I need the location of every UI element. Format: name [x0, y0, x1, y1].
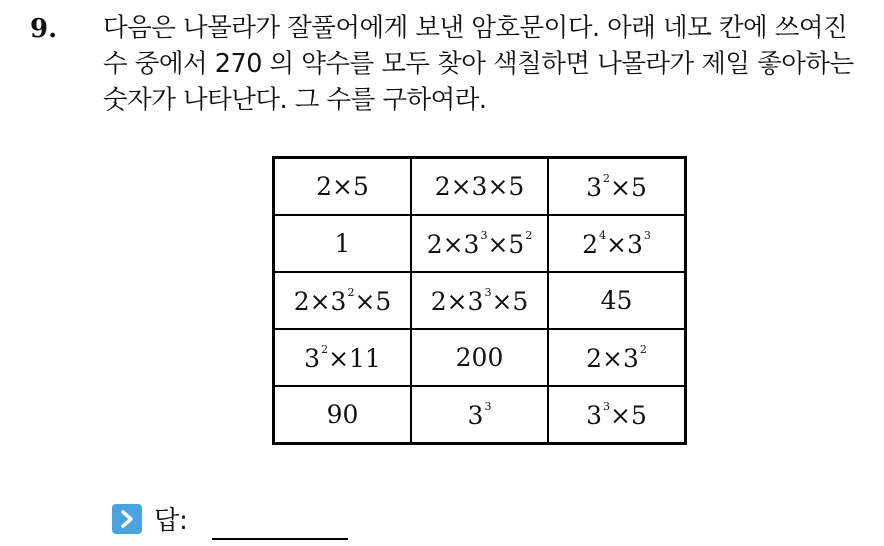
cell-text: 2×5 [316, 172, 369, 201]
cell-text: ×5 [610, 400, 647, 430]
grid-row [274, 272, 686, 329]
exponent: 3 [480, 228, 488, 242]
cell-text: ×5 [610, 172, 647, 202]
exponent: 2 [525, 228, 533, 242]
exponent: 3 [484, 399, 492, 413]
grid-cell[interactable] [411, 329, 548, 386]
question-line-2: 수 중에서 270 의 약수를 모두 찾아 색칠하면 나몰라가 제일 좋아하는 [103, 49, 854, 79]
cell-text: 2 [582, 229, 599, 259]
cell-text: 2×3 [293, 286, 347, 316]
grid-cell[interactable] [411, 386, 548, 444]
chevron-right-icon [112, 504, 142, 534]
grid-cell[interactable] [274, 272, 412, 329]
answer-label: 답: [154, 506, 188, 536]
grid-row [274, 329, 686, 386]
answer-area [112, 500, 188, 537]
question-line-3: 숫자가 나타난다. 그 수를 구하여라. [103, 85, 487, 115]
cell-text: 90 [326, 400, 359, 429]
cell-text: 200 [455, 343, 504, 372]
question-number: 9. [30, 14, 58, 44]
cipher-grid [272, 156, 687, 445]
grid-row [274, 158, 686, 216]
exponent: 2 [347, 285, 355, 299]
exponent: 3 [603, 399, 611, 413]
grid-cell[interactable] [274, 386, 412, 444]
cell-text: 3 [467, 400, 484, 430]
cell-text: ×5 [487, 229, 525, 259]
cell-text: 3 [586, 172, 603, 202]
grid-cell[interactable] [548, 215, 686, 272]
cell-text: 3 [304, 343, 321, 373]
exponent: 3 [484, 285, 492, 299]
grid-row [274, 386, 686, 444]
cell-text: ×5 [354, 286, 392, 316]
cell-text: 2×3×5 [434, 172, 525, 201]
grid-cell[interactable] [548, 386, 686, 444]
exponent: 2 [321, 342, 329, 356]
cell-text: 45 [600, 286, 633, 315]
grid-cell[interactable] [548, 329, 686, 386]
question-line-1: 다음은 나몰라가 잘풀어에게 보낸 암호문이다. 아래 네모 칸에 쓰여진 [103, 13, 848, 43]
cell-text: 2×3 [586, 343, 639, 373]
grid-cell[interactable] [411, 215, 548, 272]
exponent: 2 [639, 342, 647, 356]
question-text [103, 10, 873, 118]
cell-text: ×5 [491, 286, 529, 316]
exponent: 3 [643, 228, 651, 242]
exponent: 2 [603, 171, 611, 185]
grid-cell[interactable] [274, 215, 412, 272]
cell-text: 2×3 [430, 286, 484, 316]
grid-cell[interactable] [411, 272, 548, 329]
cell-text: ×11 [328, 343, 381, 373]
cell-text: 3 [586, 400, 603, 430]
grid-cell[interactable] [548, 272, 686, 329]
grid-cell[interactable] [274, 329, 412, 386]
grid-cell[interactable] [274, 158, 412, 216]
grid-cell[interactable] [548, 158, 686, 216]
cell-text: 1 [334, 229, 351, 258]
cell-text: ×3 [606, 229, 643, 259]
grid-row [274, 215, 686, 272]
exponent: 4 [599, 228, 607, 242]
cell-text: 2×3 [426, 229, 480, 259]
grid-cell[interactable] [411, 158, 548, 216]
answer-blank[interactable] [212, 538, 348, 540]
